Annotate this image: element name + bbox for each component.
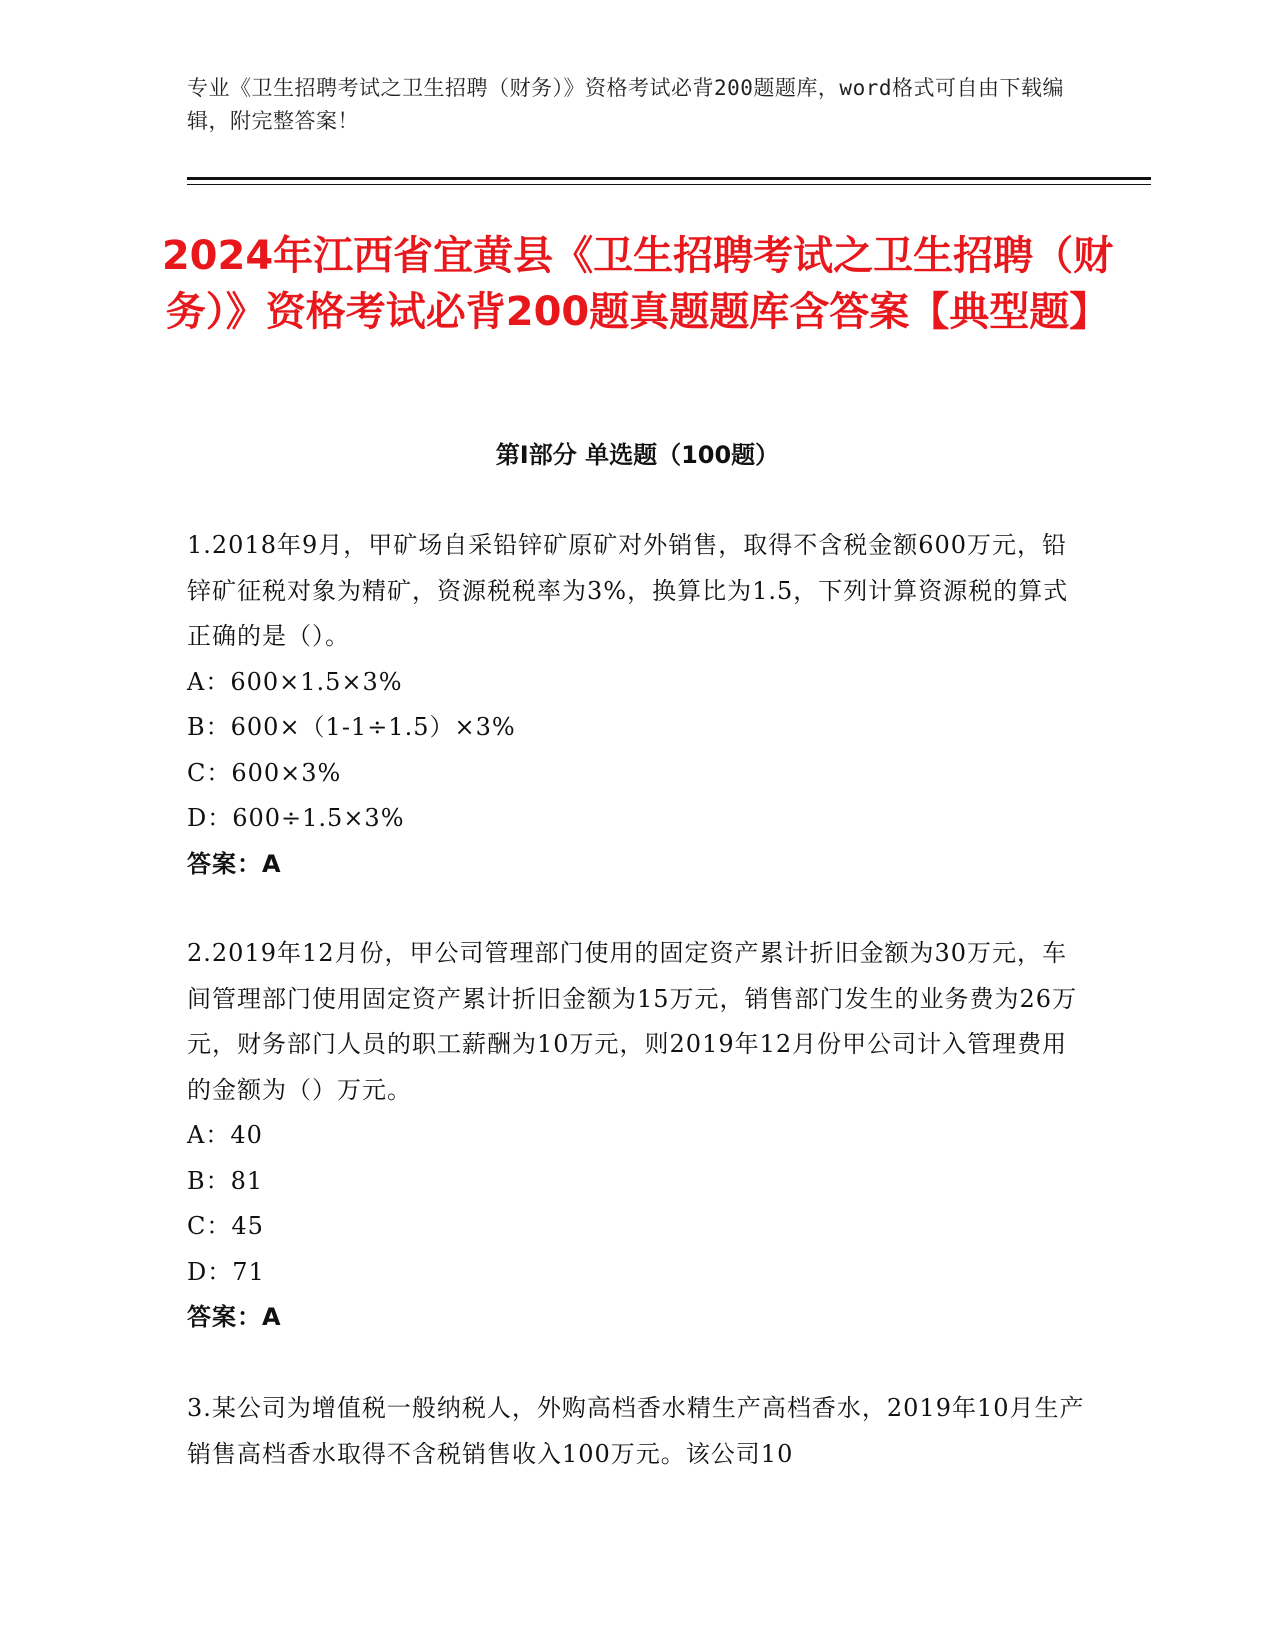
option-c: C：600×3%	[187, 758, 342, 787]
option-c: C：45	[187, 1212, 264, 1240]
question-stem: 3.某公司为增值税一般纳税人，外购高档香水精生产高档香水，2019年10月生产销售高档香水取得不含税销售收入100万元。该公司10	[187, 1394, 1085, 1468]
option-a: A：40	[187, 1121, 263, 1149]
answer: 答案：A	[187, 1303, 282, 1331]
option-d: D：600÷1.5×3%	[187, 804, 405, 832]
header-rule-thick	[187, 177, 1151, 180]
option-a: A：600×1.5×3%	[187, 667, 403, 696]
header-note: 专业《卫生招聘考试之卫生招聘（财务）》资格考试必背200题题库，word格式可自由下载编辑，附完整答案！	[187, 76, 1064, 133]
question-2	[187, 931, 1087, 1341]
question-1	[187, 523, 1087, 887]
answer: 答案：A	[187, 849, 282, 878]
question-3	[187, 1386, 1087, 1477]
header-rule-thin	[187, 184, 1151, 185]
document-title: 2024年江西省宜黄县《卫生招聘考试之卫生招聘（财务）》资格考试必背200题真题题库含答案【典型题】	[161, 233, 1114, 335]
option-d: D：71	[187, 1257, 265, 1286]
option-b: B：81	[187, 1166, 264, 1195]
option-b: B：600×（1-1÷1.5）×3%	[187, 713, 516, 741]
question-stem: 2.2019年12月份，甲公司管理部门使用的固定资产累计折旧金额为30万元，车间管理部门使用固定资产累计折旧金额为15万元，销售部门发生的业务费为26万元，财务部门人员的职工薪酬为10万元，则2019年12月份甲公司计入管理费用的金额为（）万元。	[187, 939, 1078, 1104]
question-stem: 1.2018年9月，甲矿场自采铅锌矿原矿对外销售，取得不含税金额600万元，铅锌矿征税对象为精矿，资源税税率为3%，换算比为1.5，下列计算资源税的算式正确的是（）。	[187, 531, 1069, 650]
section-title: 第I部分 单选题（100题）	[495, 441, 780, 469]
